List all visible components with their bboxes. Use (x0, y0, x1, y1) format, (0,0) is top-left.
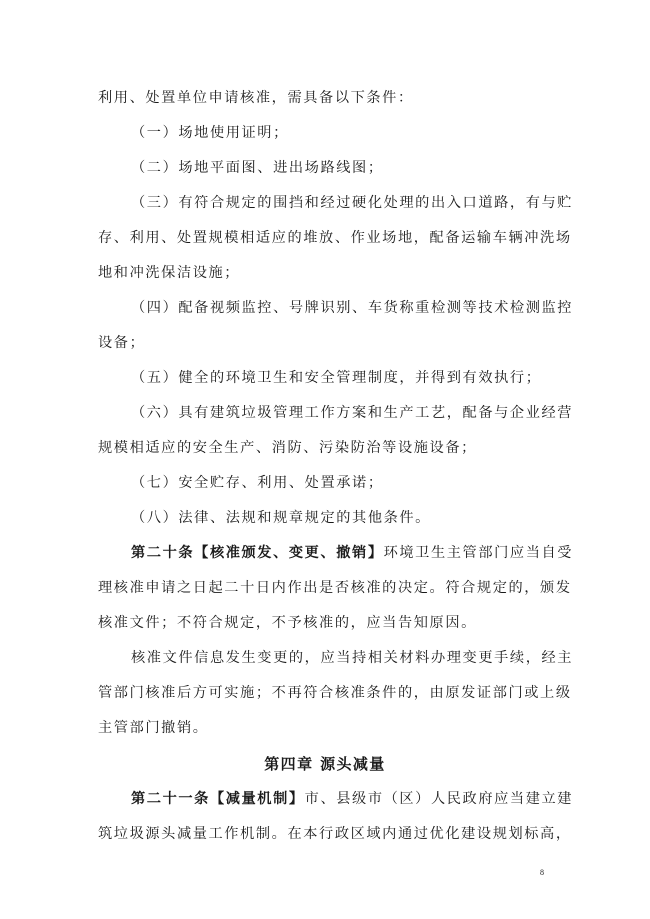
text-line: 规模相适应的安全生产、消防、污染防治等设施设备； (98, 440, 477, 456)
text-line: 存、利用、处置规模相适应的堆放、作业场地，配备运输车辆冲洗场 (98, 230, 572, 246)
list-item: （二）场地平面图、进出场路线图； (131, 160, 384, 176)
text-line: 核准文件信息发生变更的，应当持相关材料办理变更手续，经主 (131, 650, 574, 666)
article-heading: 第二十一条【减量机制】 (131, 791, 305, 807)
list-item: （一）场地使用证明； (131, 125, 289, 141)
text-line: 管部门核准后方可实施；不再符合核准条件的，由原发证部门或上级 (98, 685, 572, 701)
chapter-title: 第四章 源头减量 (264, 755, 386, 773)
text-line: 核准文件；不符合规定，不予核准的，应当告知原因。 (98, 615, 477, 631)
list-item: （七）安全贮存、利用、处置承诺； (131, 475, 384, 491)
article-20-line: 第二十条【核准颁发、变更、撤销】环境卫生主管部门应当自受 (131, 545, 574, 561)
text-line: 设备； (98, 335, 146, 351)
list-item: （四）配备视频监控、号牌识别、车货称重检测等技术检测监控 (131, 300, 574, 316)
page-number: 8 (540, 868, 544, 877)
article-heading: 第二十条【核准颁发、变更、撤销】 (131, 545, 384, 561)
article-21-line: 第二十一条【减量机制】市、县级市（区）人民政府应当建立建 (131, 791, 574, 807)
list-item: （三）有符合规定的围挡和经过硬化处理的出入口道路，有与贮 (131, 195, 574, 211)
list-item: （五）健全的环境卫生和安全管理制度，并得到有效执行； (131, 370, 542, 386)
list-item: （六）具有建筑垃圾管理工作方案和生产工艺，配备与企业经营 (131, 405, 574, 421)
text-line: 筑垃圾源头减量工作机制。在本行政区域内通过优化建设规划标高， (98, 826, 572, 842)
text-line: 理核准申请之日起二十日内作出是否核准的决定。符合规定的，颁发 (98, 580, 572, 596)
text-line: 利用、处置单位申请核准，需具备以下条件： (98, 90, 414, 106)
text-line: 主管部门撤销。 (98, 720, 209, 736)
list-item: （八）法律、法规和规章规定的其他条件。 (131, 510, 431, 526)
text-line: 地和冲洗保洁设施； (98, 265, 241, 281)
